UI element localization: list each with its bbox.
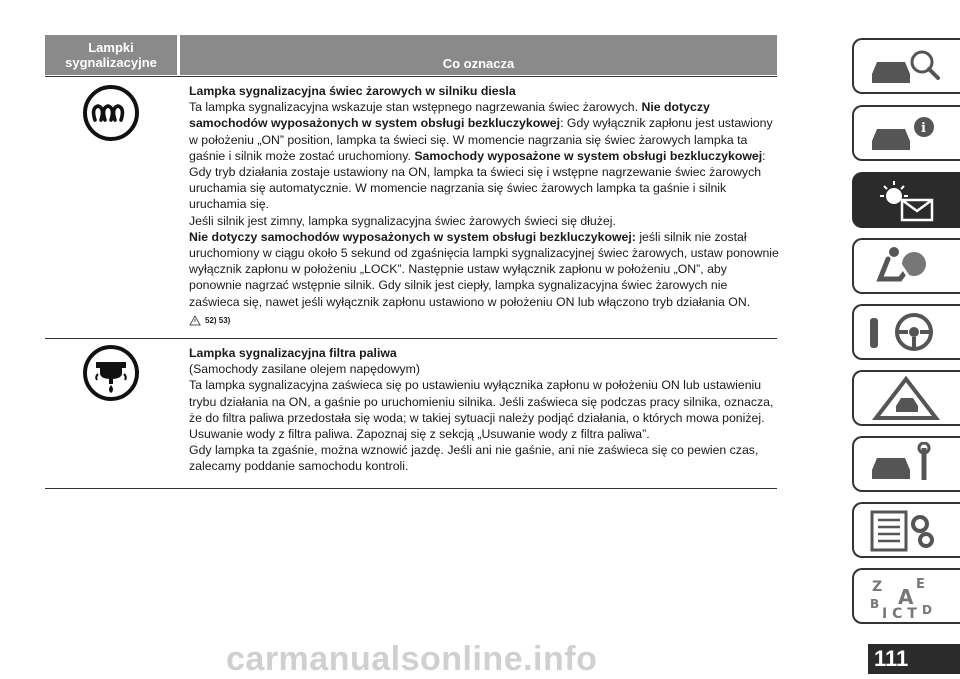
key-steering-wheel-icon xyxy=(866,310,946,356)
bold-span: Samochody wyposażone w system obsługi bezkluczykowej xyxy=(414,148,763,163)
svg-text:E: E xyxy=(916,577,925,592)
fuel-filter-paragraph-1: (Samochody zasilane olejem napędowym) xyxy=(189,362,421,377)
fuel-filter-paragraph-3: Usuwanie wody z filtra paliwa. Zapoznaj się z sekcją „Usuwanie wody z filtra paliwa”. xyxy=(189,427,650,442)
header-divider xyxy=(45,76,777,77)
svg-text:Z: Z xyxy=(872,579,883,595)
fuel-filter-paragraph-4: Gdy lampka ta zgaśnie, można wznowić jazdę. Jeśli ani nie gaśnie, ani nie zaświeca się co pewien czas, zalecamy poddanie samochodu kontroli. xyxy=(189,443,759,474)
reference-numbers: 52) 53) xyxy=(205,315,231,325)
alphabet-index-icon xyxy=(866,574,946,620)
text-span: : Gdy tryb działania zostaje ustawiony na ON, lampka ta świeci się i wstępne nagrzewanie świec żarowych uruchamia się automatycznie. W momencie nagrzania się świec żarowych lampka ta gaśnie i silnik uruchamia się. xyxy=(189,148,766,212)
glow-plug-paragraph-2: Jeśli silnik jest zimny, lampka sygnalizacyjna świec żarowych świeci się dłużej. xyxy=(189,213,616,228)
bold-span: Nie dotyczy samochodów wyposażonych w system obsługi bezkluczykowej xyxy=(189,100,710,131)
row-divider xyxy=(45,488,777,489)
warning-light-message-icon xyxy=(866,178,946,224)
tab-car-search[interactable] xyxy=(852,38,960,94)
row-divider xyxy=(45,338,777,339)
reference-notes[interactable] xyxy=(189,313,779,329)
glow-plug-icon xyxy=(78,84,144,147)
svg-text:B: B xyxy=(870,597,880,611)
tab-safety[interactable] xyxy=(852,238,960,294)
car-info-icon xyxy=(866,111,946,157)
svg-text:A: A xyxy=(898,585,914,609)
tab-warning-lights[interactable] xyxy=(852,172,960,228)
fuel-filter-title: Lampka sygnalizacyjna filtra paliwa xyxy=(189,346,397,360)
tab-starting-driving[interactable] xyxy=(852,304,960,360)
seat-airbag-icon xyxy=(866,244,946,290)
svg-text:i: i xyxy=(921,121,926,136)
text-span: : Gdy wyłącznik zapłonu jest ustawiony w położeniu „ON” position, lampka ta świeci się. W momencie nagrzania się świec żarowych lampka ta gaśnie i silnik może zostać uruchomiony. xyxy=(189,116,773,163)
car-search-icon xyxy=(866,44,946,90)
tab-car-info[interactable] xyxy=(852,105,960,161)
column-header-meaning-label: Co oznacza xyxy=(442,56,515,71)
column-header-lamps-line2: sygnalizacyjne xyxy=(65,55,157,70)
tab-technical-data[interactable] xyxy=(852,502,960,558)
car-wrench-icon xyxy=(866,442,946,488)
fuel-filter-description xyxy=(189,345,779,475)
text-span: jeśli silnik nie został uruchomiony w ciągu około 5 sekund od zgaśnięcia lampki sygnalizacyjnej świec żarowych, ustaw ponownie wyłącznik zapłonu w położeniu „LOCK”. Następnie ustaw wyłącznik zapłonu w położeniu „ON”, aby ponownie nagrzać wstępnie silnik. Gdy silnik jest ciepły, lampka sygnalizacyjna świec żarowych nie zaświeca się, nawet jeśli wyłącznik zapłonu ustawiono w położeniu ON lub włączono tryb działania ON. xyxy=(189,229,779,309)
glow-plug-paragraph-3 xyxy=(189,229,779,310)
column-header-meaning xyxy=(180,35,777,75)
column-header-lamps xyxy=(45,35,177,75)
bold-span: Nie dotyczy samochodów wyposażonych w system obsługi bezkluczykowej: xyxy=(189,229,636,244)
watermark: carmanualsonline.info xyxy=(226,640,598,678)
svg-text:D: D xyxy=(922,603,932,617)
caution-icon xyxy=(189,315,201,326)
warning-triangle-icon xyxy=(866,376,946,422)
svg-text:I C T: I C T xyxy=(882,606,917,620)
glow-plug-paragraph-1 xyxy=(189,99,779,212)
glow-plug-description xyxy=(189,83,779,329)
tab-emergency[interactable] xyxy=(852,370,960,426)
page-number: 111 xyxy=(868,644,960,674)
text-span: Ta lampka sygnalizacyjna wskazuje stan wstępnego nagrzewania świec żarowych. xyxy=(189,100,642,115)
tab-index[interactable] xyxy=(852,568,960,624)
fuel-filter-water-icon xyxy=(78,344,144,407)
spec-list-gear-icon xyxy=(866,508,946,554)
glow-plug-title: Lampka sygnalizacyjna świec żarowych w silniku diesla xyxy=(189,84,516,98)
fuel-filter-paragraph-2: Ta lampka sygnalizacyjna zaświeca się po ustawieniu wyłącznika zapłonu w położeniu ON lub ustawieniu trybu działania na ON, a gaśnie po uruchomieniu silnika. Jeśli zaświeca się podczas pracy silnika, oznacza, że do filtra paliwa przedostała się woda; w takiej sytuacji należy podjąć działania, o których mowa poniżej. xyxy=(189,378,774,425)
tab-maintenance[interactable] xyxy=(852,436,960,492)
column-header-lamps-line1: Lampki xyxy=(88,40,134,55)
